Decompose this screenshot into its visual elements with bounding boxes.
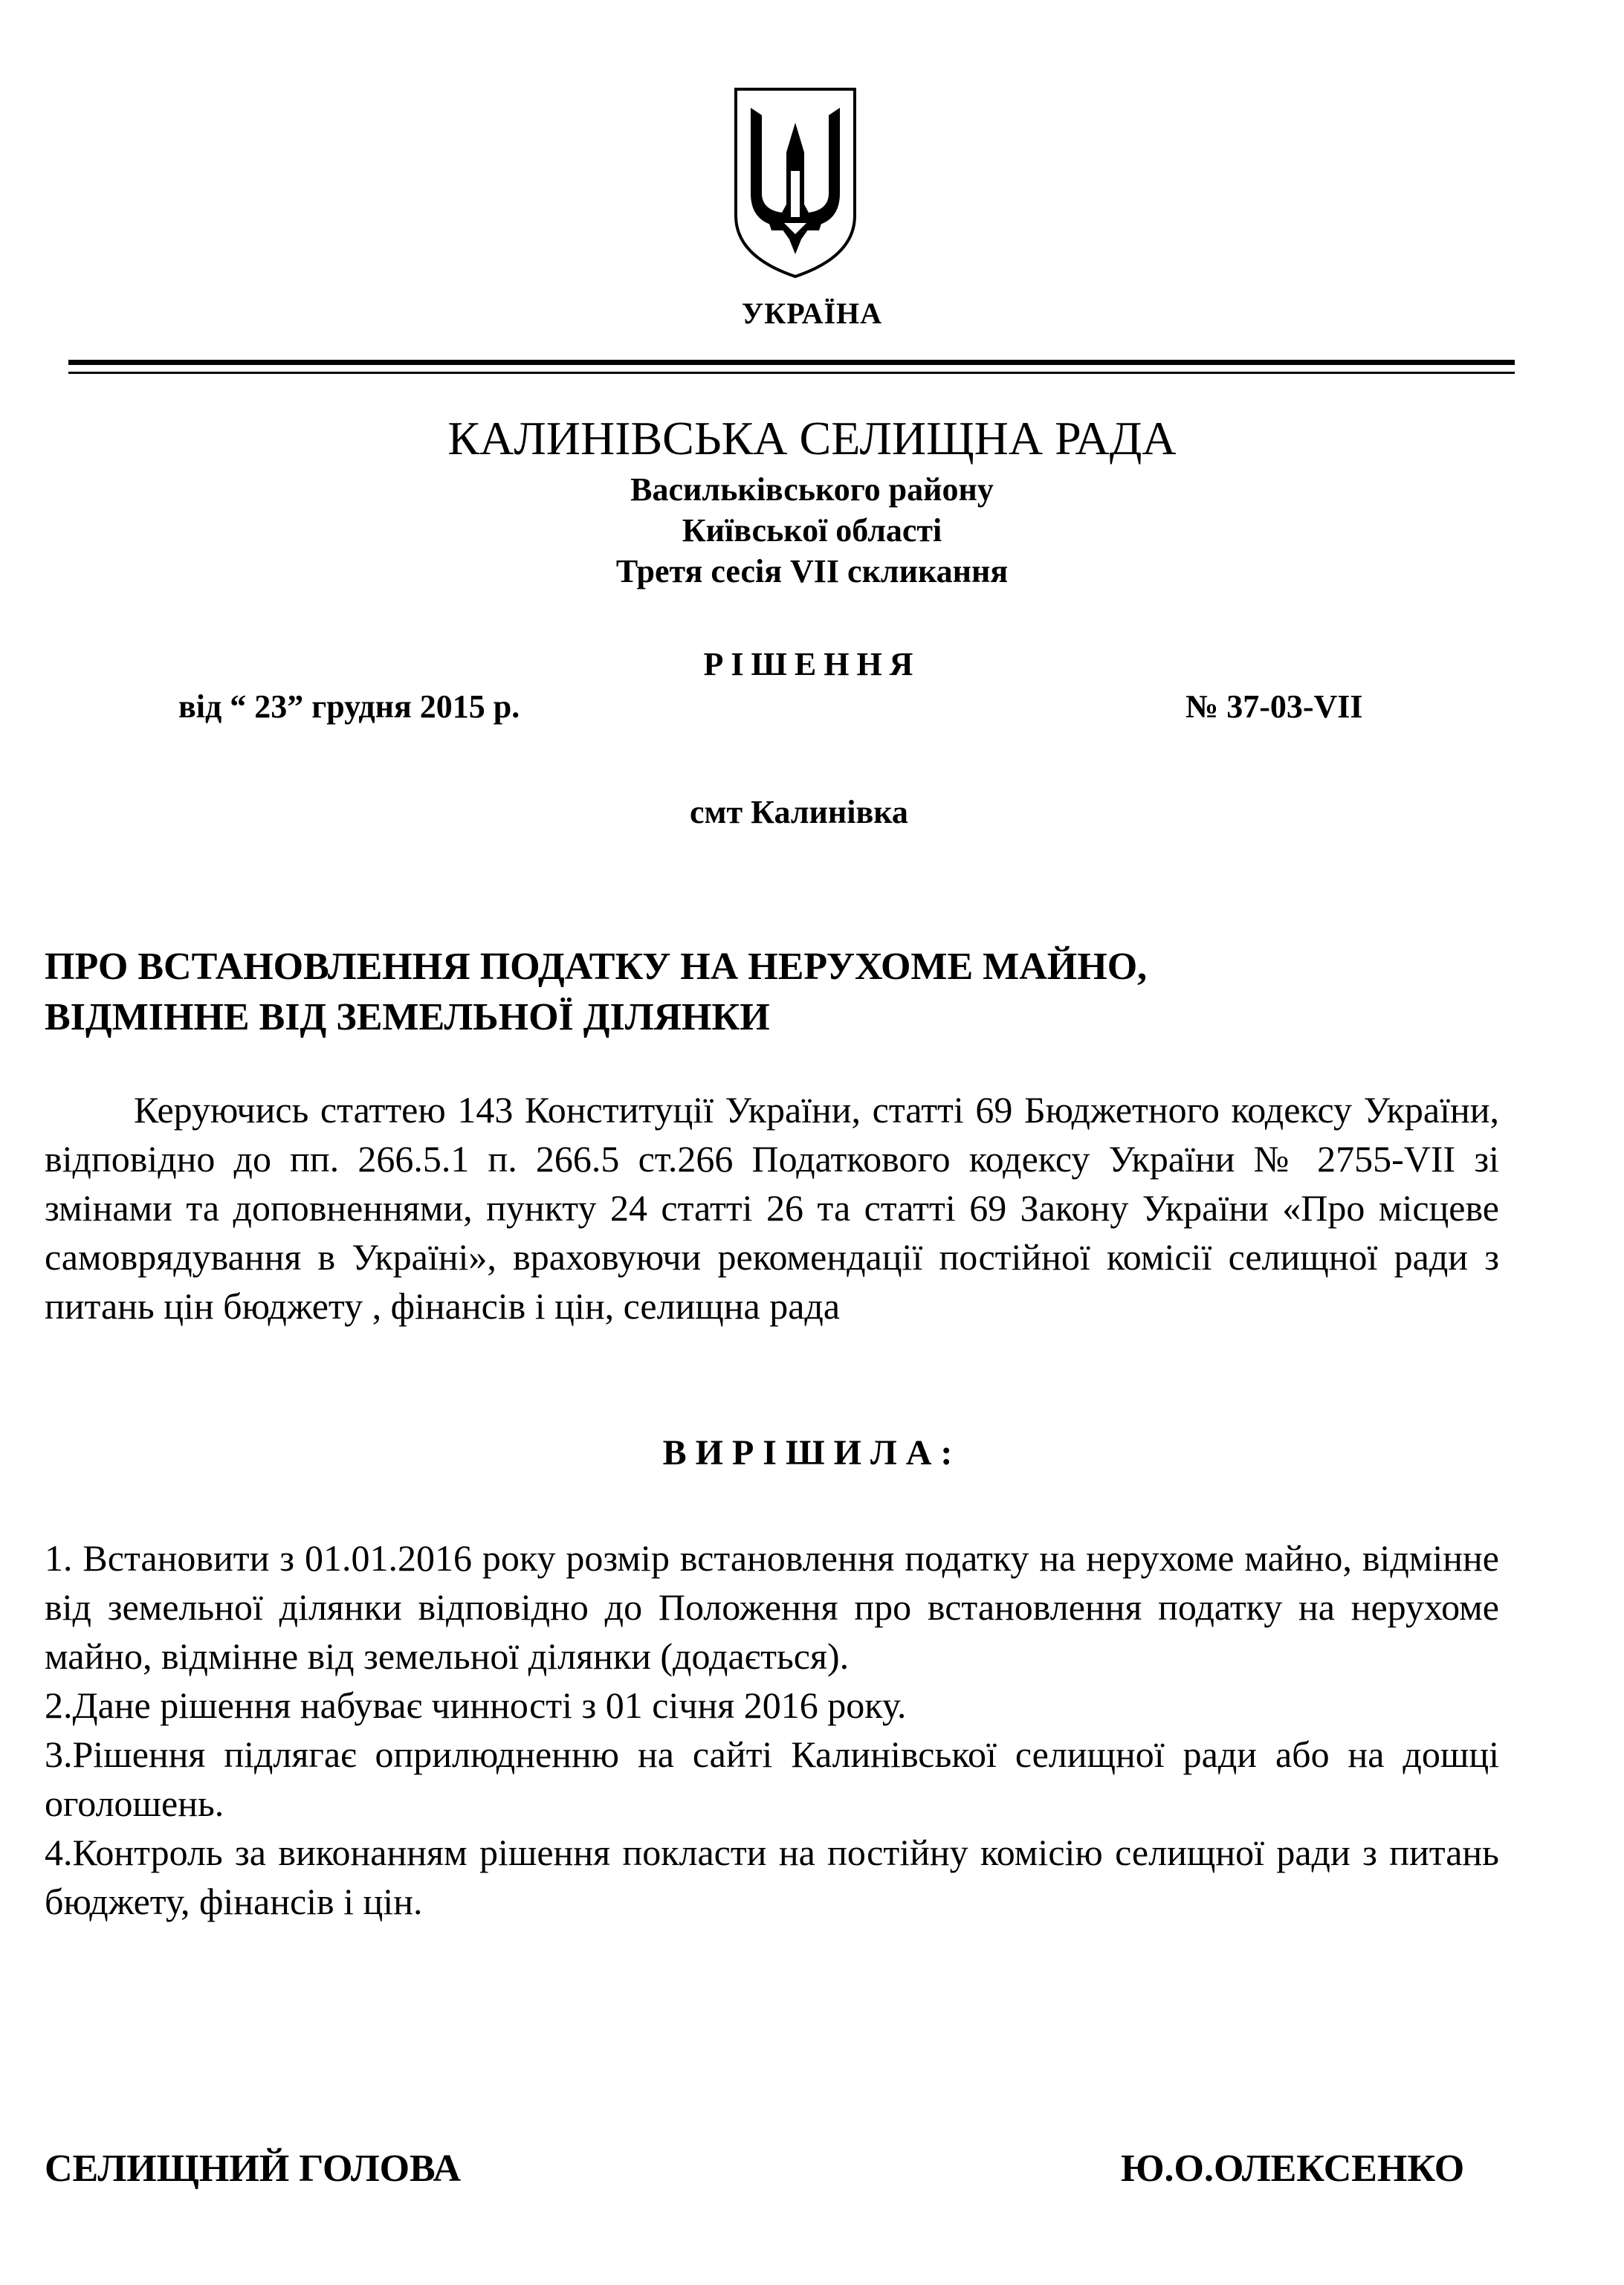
- resolution-item: 3.Рішення підлягає оприлюдненню на сайті Калинівської селищної ради або на дошці оголошень.: [45, 1733, 1499, 1824]
- decision-heading: РІШЕННЯ: [703, 646, 921, 682]
- resolution-items: [45, 1533, 1499, 1926]
- document-title: [45, 942, 1516, 1043]
- document-title-line: ПРО ВСТАНОВЛЕННЯ ПОДАТКУ НА НЕРУХОМЕ МАЙНО,: [45, 946, 1148, 988]
- council-name: КАЛИНІВСЬКА СЕЛИЩНА РАДА: [447, 412, 1177, 465]
- signatory-role: СЕЛИЩНИЙ ГОЛОВА: [45, 2147, 461, 2190]
- resolution-item: 4.Контроль за виконанням рішення покласти на постійну комісію селищної ради з питань бюджету, фінансів і цін.: [45, 1832, 1499, 1922]
- country-name: УКРАЇНА: [741, 297, 883, 330]
- session-info: Третя сесія VII скликання: [615, 553, 1009, 589]
- decision-date: від “ 23” грудня 2015 р.: [178, 688, 520, 725]
- header-divider-thick: [68, 360, 1515, 365]
- coat-of-arms-icon: [721, 82, 870, 282]
- preamble-paragraph: Керуючись статтею 143 Конституції України, статті 69 Бюджетного кодексу України, відповідно до пп. 266.5.1 п. 266.5 ст.266 Податкового кодексу України № 2755-VII зі змінами та доповненнями, пункту 24 статті 26 та статті 69 Закону України «Про місцеве самоврядування в Україні», враховуючи рекомендації постійної комісії селищної ради з питань цін бюджету , фінансів і цін, селищна рада: [45, 1089, 1499, 1327]
- decision-number: № 37-03-VII: [1185, 688, 1363, 725]
- header-divider-thin: [68, 372, 1515, 374]
- region-name: Київської області: [682, 512, 942, 549]
- signatory-name: Ю.О.ОЛЕКСЕНКО: [1121, 2147, 1465, 2190]
- district-name: Васильківського району: [630, 471, 994, 508]
- resolution-item: 1. Встановити з 01.01.2016 року розмір встановлення податку на нерухоме майно, відмінне від земельної ділянки відповідно до Положення про встановлення податку на нерухоме майно, відмінне від земельної ділянки (додається).: [45, 1537, 1499, 1677]
- resolution-item: 2.Дане рішення набуває чинності з 01 січня 2016 року.: [45, 1684, 907, 1726]
- decision-place: смт Калинівка: [690, 794, 908, 830]
- resolved-heading: ВИРІШИЛА:: [662, 1433, 962, 1473]
- document-title-line: ВІДМІННЕ ВІД ЗЕМЕЛЬНОЇ ДІЛЯНКИ: [45, 996, 770, 1038]
